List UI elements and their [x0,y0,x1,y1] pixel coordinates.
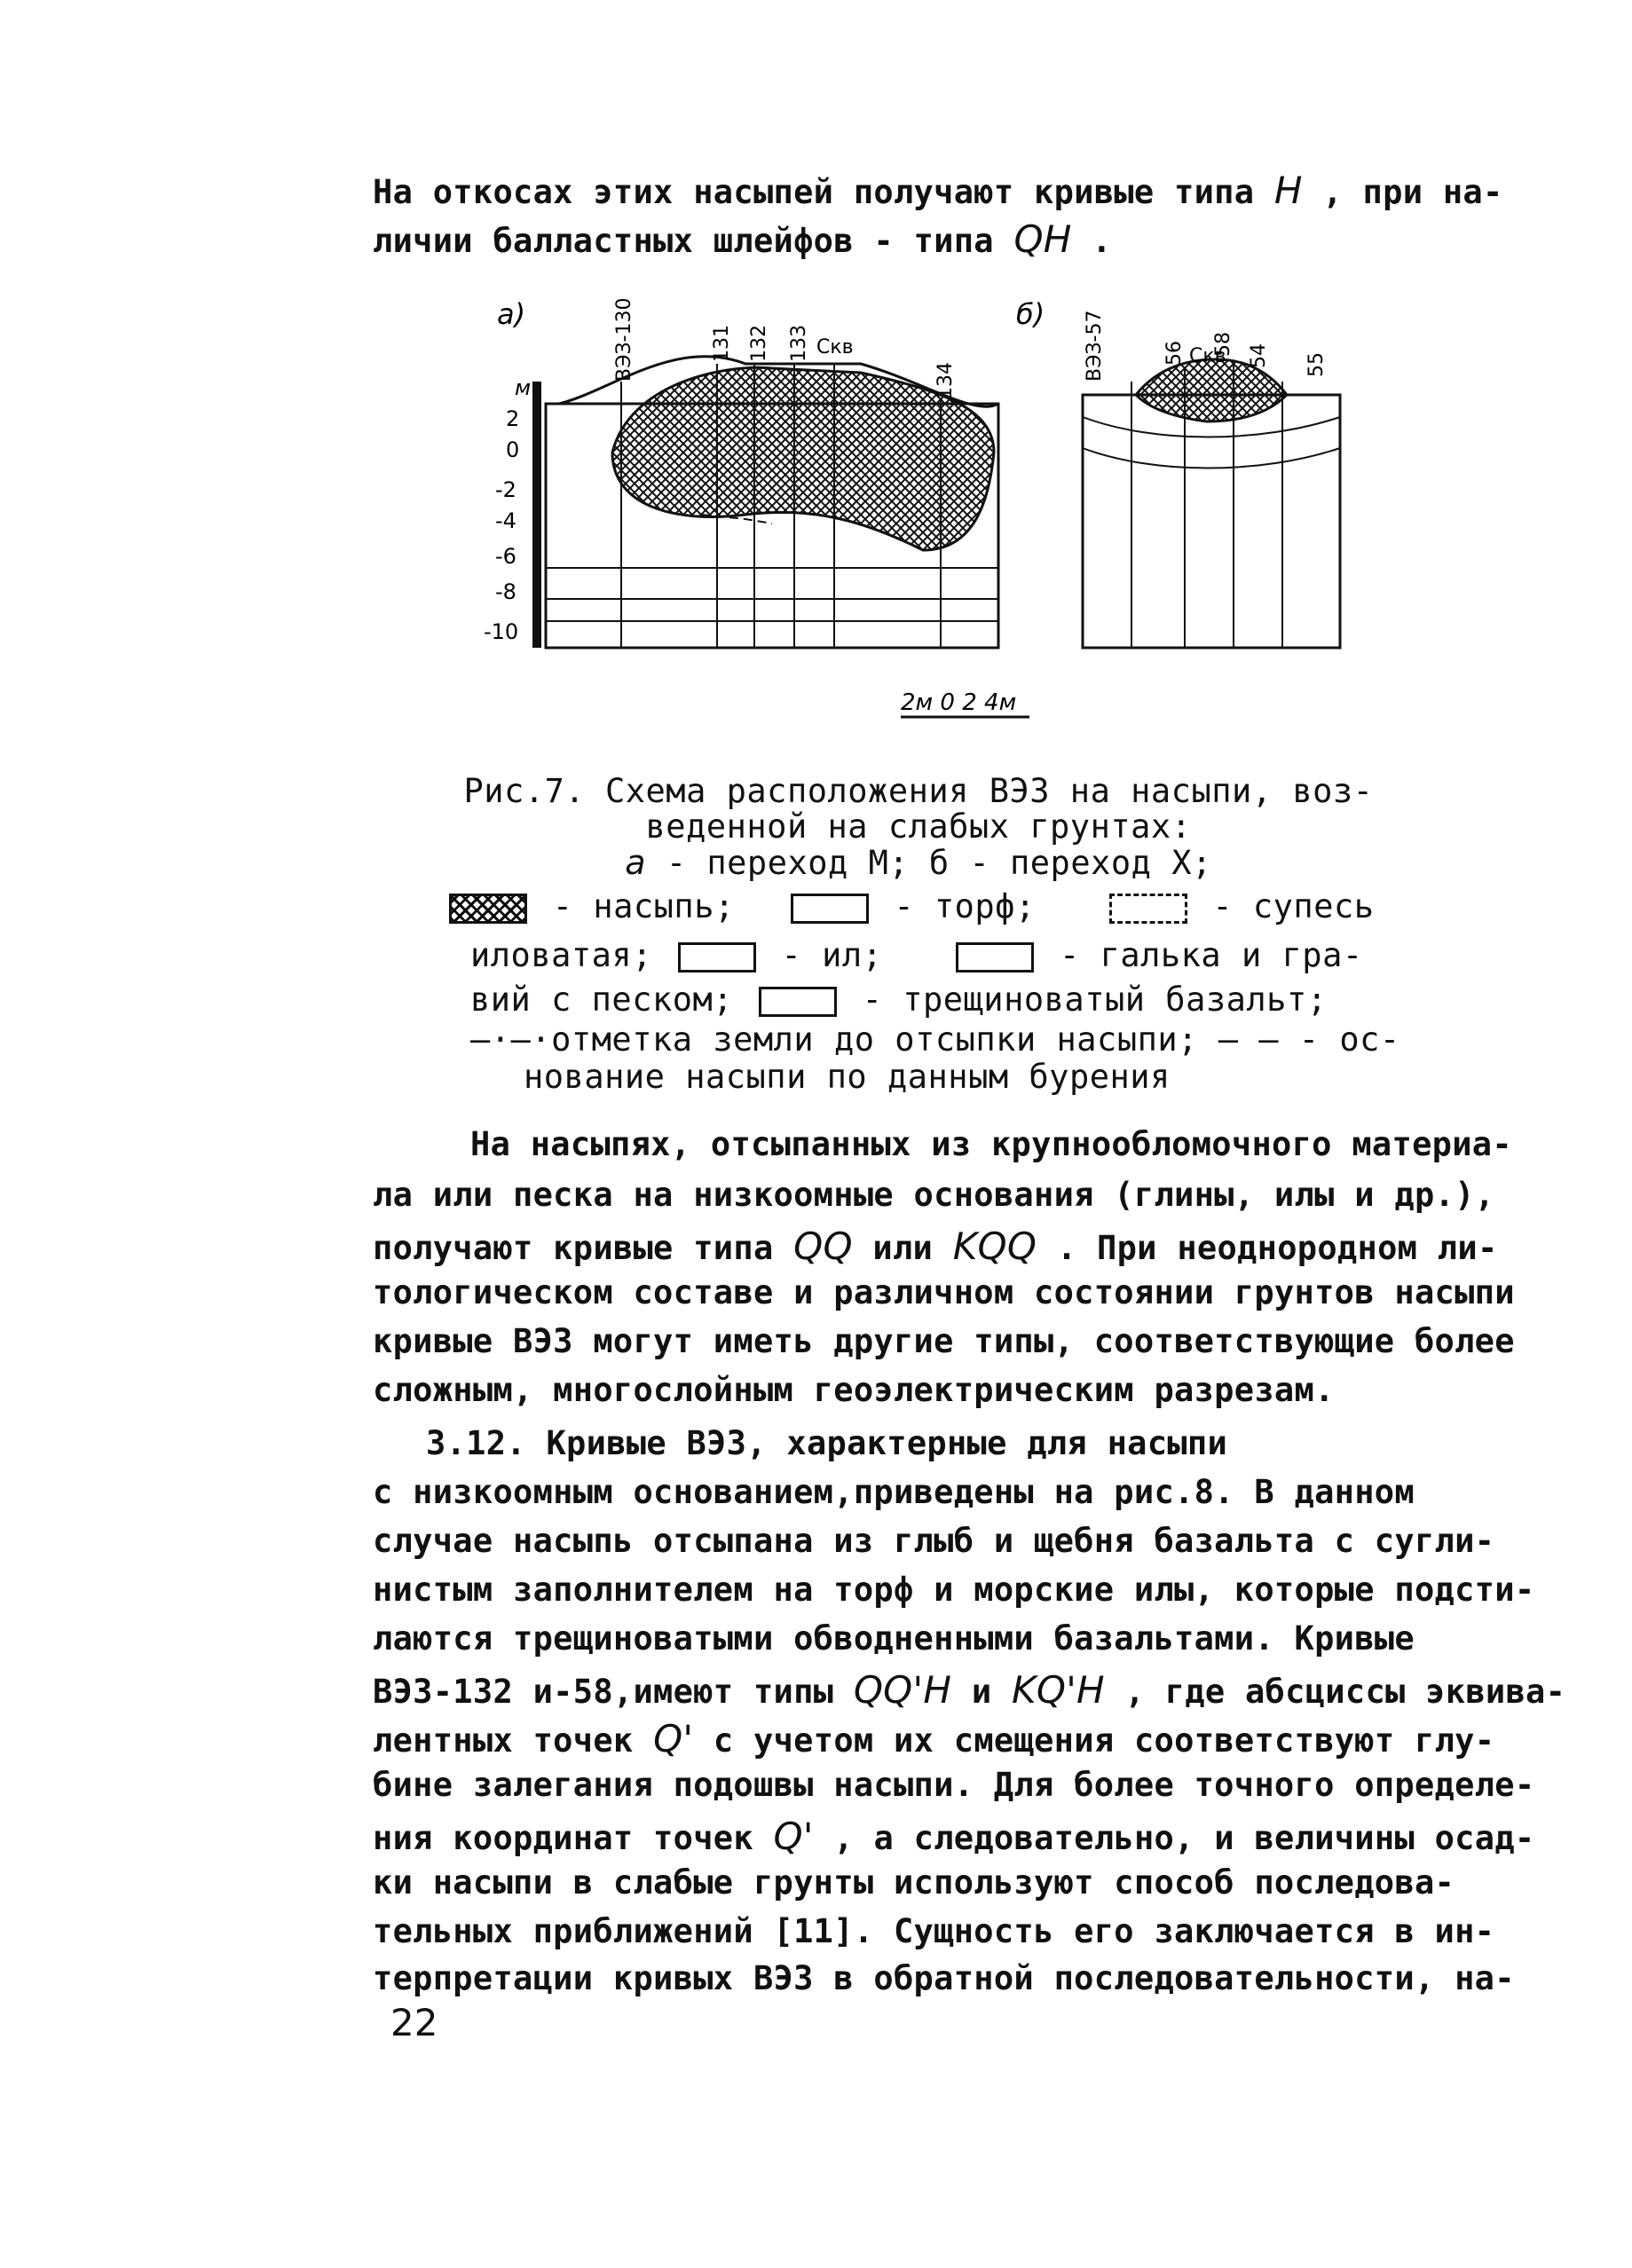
text: личии балластных шлейфов - типа [373,222,994,260]
panel-b-point-label: Скв [1189,345,1226,367]
text: , при на- [1322,173,1503,211]
panel-b-point-label: ВЭЗ-57 [1084,310,1106,382]
legend-text: - галька и гра- [1060,936,1363,974]
text: . При неоднородном ли- [1056,1229,1498,1267]
panel-a-point-label: 133 [788,325,810,362]
scale-label: 2м 0 2 4м [901,689,1017,716]
text: , где абсциссы эквива- [1124,1673,1566,1711]
legend-text: вий с песком; [470,980,734,1019]
para3-line3: случае насыпь отсыпана из глыб и щебня базальта с сугли- [373,1522,1495,1560]
tick-label: 0 [506,437,520,462]
page-number: 22 [390,2001,438,2044]
panel-b-point-label: 56 [1163,341,1186,366]
para2-line2: ла или песка на низкоомные основания (глины, илы и др.), [373,1176,1495,1214]
legend-line1 [444,887,1375,926]
silt-swatch [678,942,756,973]
caption-letter: а [625,843,647,882]
panel-b-point-label: 54 [1248,343,1270,368]
legend-line2 [470,936,1363,975]
embankment-swatch [449,894,527,924]
para3-line9 [373,1815,1534,1858]
text: и [971,1673,992,1711]
para3-line12: терпретации кривых ВЭЗ в обратной последовательности, на- [373,1959,1515,1997]
text: получают кривые типа [373,1229,774,1267]
caption-line3 [408,843,1429,883]
curve-type: KQQ [952,1225,1037,1268]
tick-label: -10 [484,619,519,644]
curve-type: KQ'H [1012,1668,1105,1712]
para3-line8: бине залегания подошвы насыпи. Для более точного определе- [373,1766,1535,1804]
curve-type: QQ [793,1225,853,1268]
point-symbol: Q' [653,1717,694,1760]
basalt-swatch [759,987,837,1017]
figure-7 [479,284,1367,763]
legend-line5: нование насыпи по данным бурения [524,1058,1171,1096]
text: ВЭЗ-132 и-58,имеют типы [373,1673,834,1711]
panel-b-section [1083,359,1340,648]
caption-line2: веденной на слабых грунтах: [645,807,1192,846]
para3-line11: тельных приближений [11]. Сущность его заключается в ин- [373,1912,1495,1950]
curve-type: QQ'H [853,1668,952,1712]
sandy-loam-swatch [1109,894,1187,924]
tick-label: 2 [506,406,520,431]
para2-line1: На насыпях, отсыпанных из крупнообломочного материа- [470,1125,1512,1163]
para2-line6: сложным, многослойным геоэлектрическим разрезам. [373,1371,1335,1409]
para3-line4: нистым заполнителем на торф и морские илы, которые подсти- [373,1571,1535,1609]
para3-line6 [373,1668,1565,1712]
legend-line4: —·—·отметка земли до отсыпки насыпи; — — - ос- [470,1020,1400,1059]
text: ния координат точек [373,1819,753,1857]
tick-label: -6 [495,544,516,569]
text: На откосах этих насыпей получают кривые типа [373,173,1255,211]
para1-line1 [373,169,1503,212]
curve-type: H [1273,169,1303,212]
text: или [872,1229,934,1267]
point-symbol: Q' [773,1815,814,1858]
para3-line2: с низкоомным основанием,приведены на рис.8. В данном [373,1473,1415,1511]
tick-label: -2 [495,477,516,502]
para2-line3 [373,1225,1498,1268]
legend-line3 [470,980,1328,1020]
panel-a-point-label: 131 [711,325,733,362]
caption-text: - переход М; б - переход Х; [666,844,1212,882]
legend-text: - ил; [781,936,883,974]
panel-b-point-label: 55 [1305,352,1328,377]
tick-label: -4 [495,508,516,533]
legend-text: - торф; [894,887,1036,925]
peat-swatch [791,894,869,924]
text: лентных точек [373,1721,634,1760]
para3-line7 [373,1717,1494,1760]
axis-bar [532,382,541,648]
panel-a-point-label: ВЭЗ-130 [613,297,635,382]
legend-text: иловатая; [470,936,652,974]
para2-line4: тологическом составе и различном состоянии грунтов насыпи [373,1273,1515,1311]
para2-line5: кривые ВЭЗ могут иметь другие типы, соответствующие более [373,1322,1515,1360]
caption-line1: Рис.7. Схема расположения ВЭЗ на насыпи, воз- [463,772,1374,810]
panel-a-point-label: 132 [748,325,770,362]
text: , а следовательно, и величины осад- [833,1819,1535,1857]
text: с учетом их смещения соответствуют глу- [713,1721,1495,1760]
text: . [1092,222,1112,260]
para3-line1: 3.12. Кривые ВЭЗ, характерные для насыпи [426,1424,1228,1462]
legend-text: - насыпь; [552,887,735,925]
panel-a-label: а) [497,297,526,331]
panel-b-label: б) [1016,297,1045,331]
legend-text: - трещиноватый базальт; [862,980,1328,1019]
legend-text: - супесь [1212,887,1375,925]
panel-b-point-label: 58 [1212,332,1234,357]
gravel-swatch [956,942,1034,973]
para3-line5: лаются трещиноватыми обводненными базальтами. Кривые [373,1619,1415,1658]
axis-unit: м [515,375,532,400]
para1-line2 [373,217,1112,261]
curve-type: QH [1013,217,1072,261]
panel-a-point-label: Скв [816,336,854,358]
para3-line10: ки насыпи в слабые грунты используют способ последова- [373,1863,1455,1902]
tick-label: -8 [495,579,516,604]
panel-a-point-label: 134 [934,362,957,399]
panel-a-section [546,357,998,648]
